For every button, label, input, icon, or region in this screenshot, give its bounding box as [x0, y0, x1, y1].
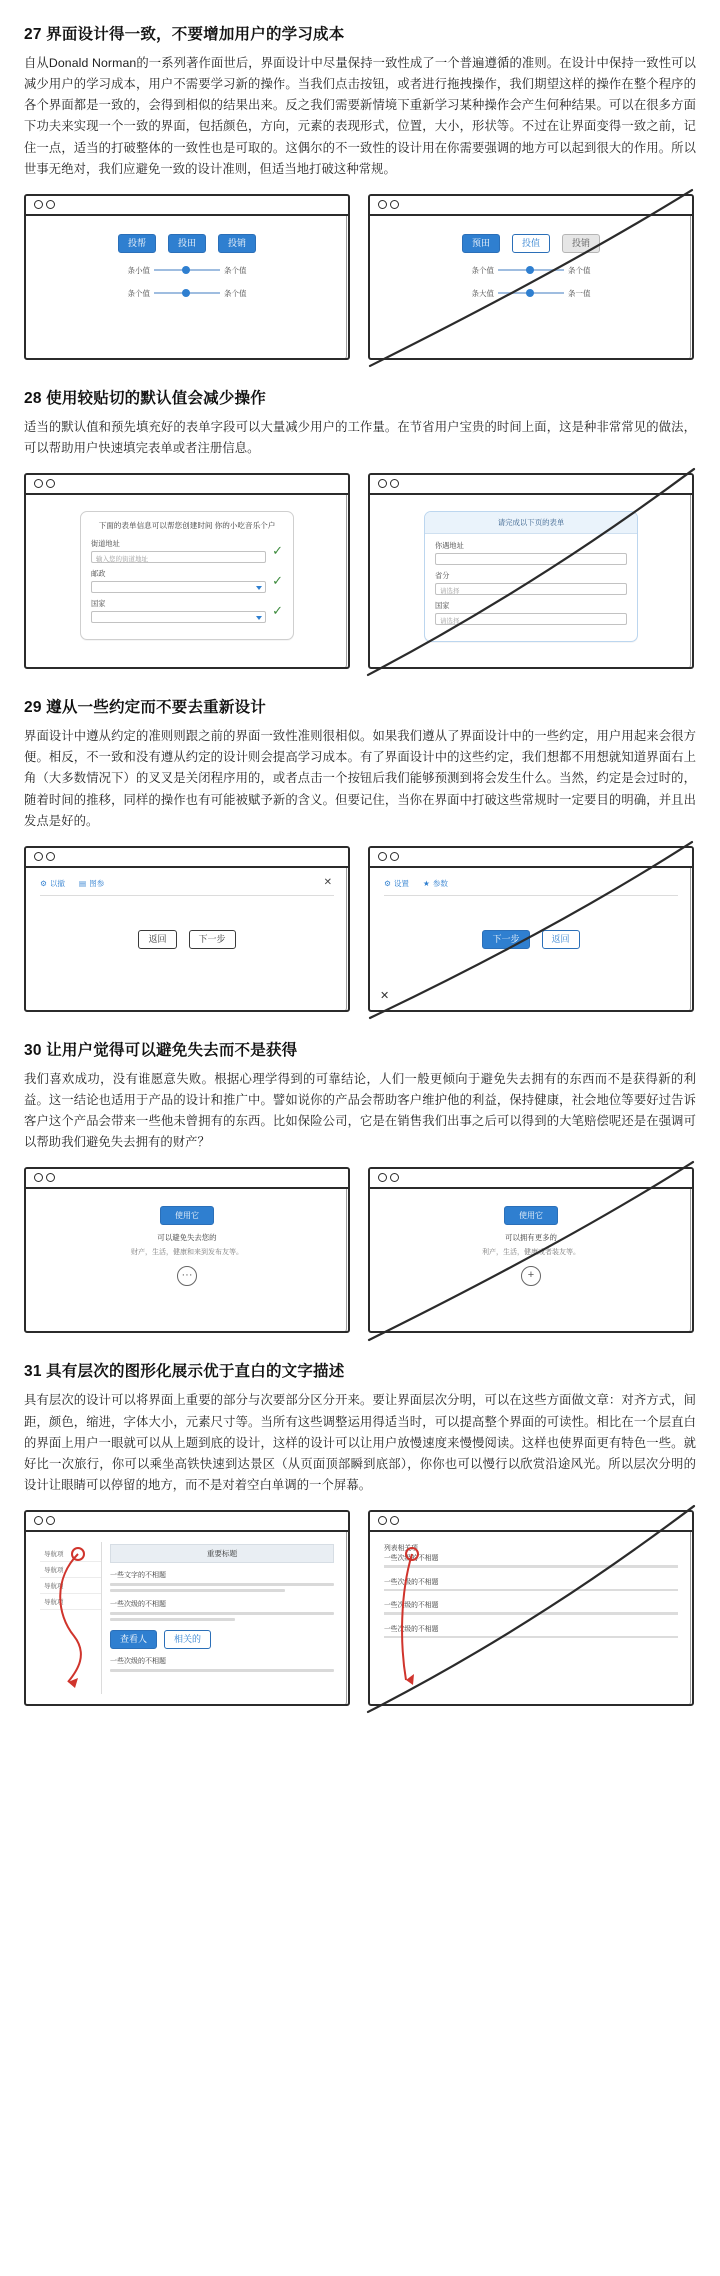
window-dots [34, 1173, 55, 1182]
slider-label: 条个值 [127, 288, 150, 298]
text-placeholder-bar [110, 1583, 334, 1586]
flat-layout [384, 1542, 678, 1638]
more-icon[interactable]: ··· [177, 1266, 197, 1286]
form-field-address [435, 541, 627, 565]
window-titlebar [26, 196, 348, 216]
window-canvas [370, 495, 692, 667]
sketch-window [24, 194, 350, 360]
action-button[interactable]: 投帮 [118, 234, 156, 253]
check-icon: ✓ [272, 573, 283, 589]
primary-button[interactable]: 查看人 [110, 1630, 157, 1649]
window-dot-icon [34, 1173, 43, 1182]
form-field-postal [91, 569, 283, 593]
window-dot-icon [390, 479, 399, 488]
figure-28-correct [24, 473, 350, 669]
slider-control[interactable] [472, 288, 591, 299]
window-dot-icon [34, 479, 43, 488]
list-item [384, 1576, 678, 1592]
slider-group-row-2 [40, 288, 334, 299]
window-canvas [370, 216, 692, 358]
list-item-label: 一些文字的不相题 [110, 1572, 166, 1580]
window-canvas [26, 216, 348, 358]
window-dots [378, 1173, 399, 1182]
gear-icon: ⚙ [40, 878, 47, 888]
content-heading: 重要标题 [110, 1544, 334, 1563]
window-titlebar [26, 475, 348, 495]
window-canvas [370, 1189, 692, 1331]
window-titlebar [370, 848, 692, 868]
gear-icon: ⚙ [384, 878, 391, 888]
promo-line-2: 利产，生活，健康或者装友等。 [482, 1249, 580, 1257]
window-dots [34, 479, 55, 488]
wizard-buttons [384, 930, 678, 949]
sketch-window [368, 473, 694, 669]
hierarchy-layout [40, 1542, 334, 1694]
close-icon[interactable]: ✕ [380, 989, 390, 1002]
list-item [110, 1570, 334, 1592]
text-placeholder-bar [110, 1618, 235, 1621]
chevron-down-icon [256, 616, 262, 620]
window-dot-icon [378, 1516, 387, 1525]
toolbar-item-label: 设置 [393, 878, 409, 888]
add-icon[interactable]: + [521, 1266, 541, 1286]
slider-control[interactable] [128, 288, 247, 299]
field-label: 街道地址 [91, 538, 120, 548]
window-dot-icon [46, 200, 55, 209]
action-button[interactable]: 投销 [562, 234, 600, 253]
window-dot-icon [378, 1173, 387, 1182]
window-dots [34, 1516, 55, 1525]
text-placeholder-bar [384, 1589, 678, 1592]
button-group-inconsistent [384, 234, 678, 253]
action-button[interactable]: 投值 [512, 234, 550, 253]
list-item [110, 1599, 334, 1621]
sketch-window [24, 473, 350, 669]
window-dot-icon [390, 1173, 399, 1182]
close-icon[interactable]: ✕ [323, 876, 332, 888]
window-dot-icon [378, 200, 387, 209]
content-column [110, 1542, 334, 1694]
section-31-figures [24, 1510, 696, 1706]
section-27-body: 自从Donald Norman的一系列著作面世后，界面设计中尽量保持一致性成了一个普遍遵循的准则。在设计中保持一致性可以减少用户的学习成本，用户不需要学习新的操作。当我们点击按钮，或者进行拖拽操作，我们期望这样的操作在整个程序的各个界面都是一致的，会得到相似的结果出来。反之我们需要新情境下重新学习某种操作会产生何种结果。可以在很多方面下功夫来实现一个一致的界面，包括颜色，方向，元素的表现形式，位置，大小，形状等。不过在让界面变得一致之前，记住一点，适当的打破整体的一致性也是可取的。这偶尔的不一致性的设计用在你需要强调的地方可以起到很大的作用。所以世事无绝对，我们应避免一致的设计准则，但适当地打破这种常规。 [24, 56, 696, 176]
cta-button[interactable]: 使用它 [160, 1206, 214, 1225]
window-dots [378, 852, 399, 861]
slider-control[interactable] [472, 265, 591, 276]
sketch-window [24, 846, 350, 1012]
window-titlebar [370, 475, 692, 495]
toolbar-item-params[interactable] [79, 878, 104, 889]
field-label: 国家 [91, 598, 106, 608]
field-label: 省分 [435, 571, 450, 581]
figure-29-correct [24, 846, 350, 1012]
back-button[interactable]: 返回 [138, 930, 176, 949]
slider-group-row-1 [40, 265, 334, 276]
slider-track[interactable] [498, 269, 564, 271]
promo-line-2: 财产，生活，健康和来到发布友等。 [131, 1249, 243, 1257]
window-dot-icon [390, 200, 399, 209]
slider-thumb[interactable] [526, 266, 534, 274]
slider-thumb[interactable] [526, 289, 534, 297]
window-canvas [26, 495, 348, 667]
figure-30-correct [24, 1167, 350, 1333]
list-item [110, 1656, 334, 1672]
list-item-label: 一些次级的不相题 [384, 1625, 439, 1633]
window-dot-icon [46, 1516, 55, 1525]
slider-track[interactable] [154, 292, 220, 294]
window-dots [378, 200, 399, 209]
section-30-title: 30 让用户觉得可以避免失去而不是获得 [24, 1041, 298, 1059]
section-27-figures [24, 194, 696, 360]
sidebar-item[interactable]: 导航项 [40, 1578, 101, 1594]
slider-label: 条个值 [568, 265, 591, 275]
section-29-title: 29 遵从一些约定而不要去重新设计 [24, 699, 266, 717]
check-icon: ✓ [272, 543, 283, 559]
sketch-window [368, 1167, 694, 1333]
slider-group-row-1 [384, 265, 678, 276]
list-item [384, 1623, 678, 1639]
section-31-body: 具有层次的设计可以将界面上重要的部分与次要部分区分开来。要让界面层次分明，可以在这些方面做文章：对齐方式，间距，颜色，缩进，字体大小，元素尺寸等。当所有这些调整运用得适当时，可以提高整个界面的可读性。相比在一个层直白的界面上用户一眼就可以从上题到底的设计，这样的设计可以让用户放慢速度来慢慢阅读。这样也使界面更有特色一些。就好比一次旅行，你可以乘坐高铁快速到达景区（从页面顶部瞬到底部），你你也可以慢行以欣赏沿途风光。所以层次分明的设计让眼睛可以停留的地方，而不是对着空白单调的一个屏幕。 [24, 1393, 696, 1492]
sketch-window [368, 846, 694, 1012]
promo-line-1: 可以避免失去您的 [157, 1233, 217, 1243]
address-input[interactable] [435, 553, 627, 565]
sketch-window [24, 1167, 350, 1333]
sidebar-item[interactable]: 导航项 [40, 1546, 101, 1562]
window-canvas [370, 868, 692, 1010]
text-placeholder-bar [110, 1589, 285, 1592]
window-titlebar [370, 196, 692, 216]
toolbar-item-params[interactable] [423, 878, 448, 889]
cta-button[interactable]: 使用它 [504, 1206, 558, 1225]
toolbar-item-label: 参数 [432, 878, 448, 888]
window-titlebar [370, 1169, 692, 1189]
signup-form-card [80, 511, 294, 639]
toolbar-item-label: 以撤 [49, 878, 65, 888]
form-title: 下面的表单信息可以帮您创建时间 你的小吃音乐个户 [98, 521, 276, 531]
window-dot-icon [378, 852, 387, 861]
figure-30-wrong [368, 1167, 694, 1333]
page-bottom-spacer [24, 1732, 696, 1738]
window-dots [378, 1516, 399, 1525]
field-label: 邮政 [91, 568, 106, 578]
list-heading: 列表相关项 [384, 1545, 418, 1553]
text-placeholder-bar [110, 1669, 334, 1672]
form-field-country [91, 599, 283, 623]
section-30-figures [24, 1167, 696, 1333]
postal-select[interactable] [91, 581, 266, 593]
province-select[interactable]: 请选择 [435, 583, 627, 595]
section-28-figures [24, 473, 696, 669]
field-label: 你遇地址 [435, 541, 464, 551]
toolbar-item-settings[interactable] [40, 878, 65, 889]
text-placeholder-bar [384, 1636, 678, 1639]
sketch-window [368, 1510, 694, 1706]
text-placeholder-bar [110, 1612, 334, 1615]
window-titlebar [26, 1169, 348, 1189]
window-canvas [26, 1532, 348, 1704]
slider-thumb[interactable] [182, 266, 190, 274]
text-placeholder-bar [384, 1565, 678, 1568]
figure-31-correct [24, 1510, 350, 1706]
window-dot-icon [34, 852, 43, 861]
slider-control[interactable] [128, 265, 247, 276]
action-button[interactable]: 投田 [168, 234, 206, 253]
window-titlebar [370, 1512, 692, 1532]
window-dot-icon [46, 1173, 55, 1182]
country-select[interactable]: 请选择 [435, 613, 627, 625]
section-30-body: 我们喜欢成功，没有谁愿意失败。根据心理学得到的可靠结论，人们一般更倾向于避免失去拥有的东西而不是获得新的利益。这一结论也适用于产品的设计和推广中。譬如说你的产品会帮助客户维护他的利益，保持健康，社会地位等要好过告诉客户这个产品会带来一些他未曾拥有的东西。比如保险公司，它是在销售我们出事之后可以得到的大笔赔偿呢还是在强调可以帮助我们避免失去拥有的财产？ [24, 1071, 696, 1150]
section-29-body: 界面设计中遵从约定的准则则跟之前的界面一致性准则很相似。如果我们遵从了界面设计中的一些约定，用户用起来会很方便。相反，不一致和没有遵从约定的设计则会提高学习成本。有了界面设计中的这些约定，我们想都不用想就知道界面右上角（大多数情况下）的叉叉是关闭程序用的，或者点击一个按钮后我们能够预测到将会发生什么。当然，约定是会过时的，随着时间的推移，同样的操作也有可能被赋予新的含义。但要记住，当你在界面中打破这些常规时一定要目的明确，并且出发点是好的。 [24, 729, 696, 828]
side-nav [40, 1542, 102, 1694]
check-icon: ✓ [272, 603, 283, 619]
section-31-title: 31 具有层次的图形化展示优于直白的文字描述 [24, 1363, 345, 1381]
action-buttons [110, 1630, 334, 1649]
app-toolbar [384, 878, 678, 896]
slider-track[interactable] [498, 292, 564, 294]
list-item [384, 1542, 678, 1568]
list-item-label: 一些次级的不相题 [384, 1602, 439, 1610]
action-button[interactable]: 投销 [218, 234, 256, 253]
section-28-body: 适当的默认值和预先填充好的表单字段可以大量减少用户的工作量。在节省用户宝贵的时间上面，这是种非常常见的做法，可以帮助用户快速填完表单或者注册信息。 [24, 419, 696, 455]
empty-form-card [424, 511, 638, 642]
form-field-street [91, 539, 283, 563]
text-placeholder-bar [384, 1612, 678, 1615]
window-dots [34, 200, 55, 209]
list-item-label: 一些次级的不相题 [110, 1657, 166, 1665]
slider-label: 条个值 [471, 265, 494, 275]
section-27-title: 27 界面设计得一致，不要增加用户的学习成本 [24, 26, 345, 43]
window-dot-icon [390, 1516, 399, 1525]
window-dot-icon [46, 852, 55, 861]
window-dots [34, 852, 55, 861]
next-button[interactable]: 下一步 [482, 930, 529, 949]
figure-28-wrong [368, 473, 694, 669]
list-item-label: 一些次级的不相题 [384, 1555, 439, 1563]
window-dot-icon [378, 479, 387, 488]
action-button[interactable]: 预田 [462, 234, 500, 253]
window-dots [378, 479, 399, 488]
window-canvas [370, 1532, 692, 1704]
chevron-down-icon [256, 586, 262, 590]
window-canvas [26, 868, 348, 1010]
list-item-label: 一些次级的不相题 [384, 1578, 439, 1586]
window-canvas [26, 1189, 348, 1331]
slider-track[interactable] [154, 269, 220, 271]
window-dot-icon [46, 479, 55, 488]
slider-group-row-2 [384, 288, 678, 299]
window-dot-icon [34, 1516, 43, 1525]
section-28-title: 28 使用较贴切的默认值会减少操作 [24, 389, 266, 407]
star-icon: ★ [423, 878, 430, 888]
street-input[interactable]: 输入您的街道地址 [91, 551, 266, 563]
form-title: 请完成以下页的表单 [425, 512, 637, 534]
promo-block [384, 1205, 678, 1286]
slider-label: 条个值 [224, 265, 247, 275]
window-titlebar [26, 848, 348, 868]
form-field-province [435, 571, 627, 595]
button-group-consistent [40, 234, 334, 253]
field-label: 国家 [435, 601, 450, 611]
figure-31-wrong [368, 1510, 694, 1706]
country-select[interactable] [91, 611, 266, 623]
promo-line-1: 可以拥有更多的 [505, 1233, 557, 1243]
figure-27-correct [24, 194, 350, 360]
slider-label: 条个值 [224, 288, 247, 298]
wizard-buttons [40, 930, 334, 949]
promo-block [40, 1205, 334, 1286]
slider-label: 条小值 [127, 265, 150, 275]
sidebar-item[interactable]: 导航项 [40, 1562, 101, 1578]
form-field-country [435, 601, 627, 625]
next-button[interactable]: 下一步 [189, 930, 236, 949]
toolbar-item-settings[interactable] [384, 878, 409, 889]
section-29-figures [24, 846, 696, 1012]
window-titlebar [26, 1512, 348, 1532]
secondary-button[interactable]: 相关的 [164, 1630, 211, 1649]
figure-27-wrong [368, 194, 694, 360]
back-button[interactable]: 返回 [542, 930, 580, 949]
sketch-window [24, 1510, 350, 1706]
slider-thumb[interactable] [182, 289, 190, 297]
sidebar-item[interactable]: 导航项 [40, 1594, 101, 1610]
toolbar-item-label: 图参 [89, 878, 105, 888]
window-dot-icon [390, 852, 399, 861]
list-item [384, 1599, 678, 1615]
window-dot-icon [34, 200, 43, 209]
app-toolbar [40, 878, 334, 896]
slider-label: 条大值 [471, 288, 494, 298]
sketch-window [368, 194, 694, 360]
list-icon: ▤ [79, 878, 87, 888]
slider-label: 条一值 [568, 288, 591, 298]
list-item-label: 一些次级的不相题 [110, 1601, 166, 1609]
figure-29-wrong [368, 846, 694, 1012]
